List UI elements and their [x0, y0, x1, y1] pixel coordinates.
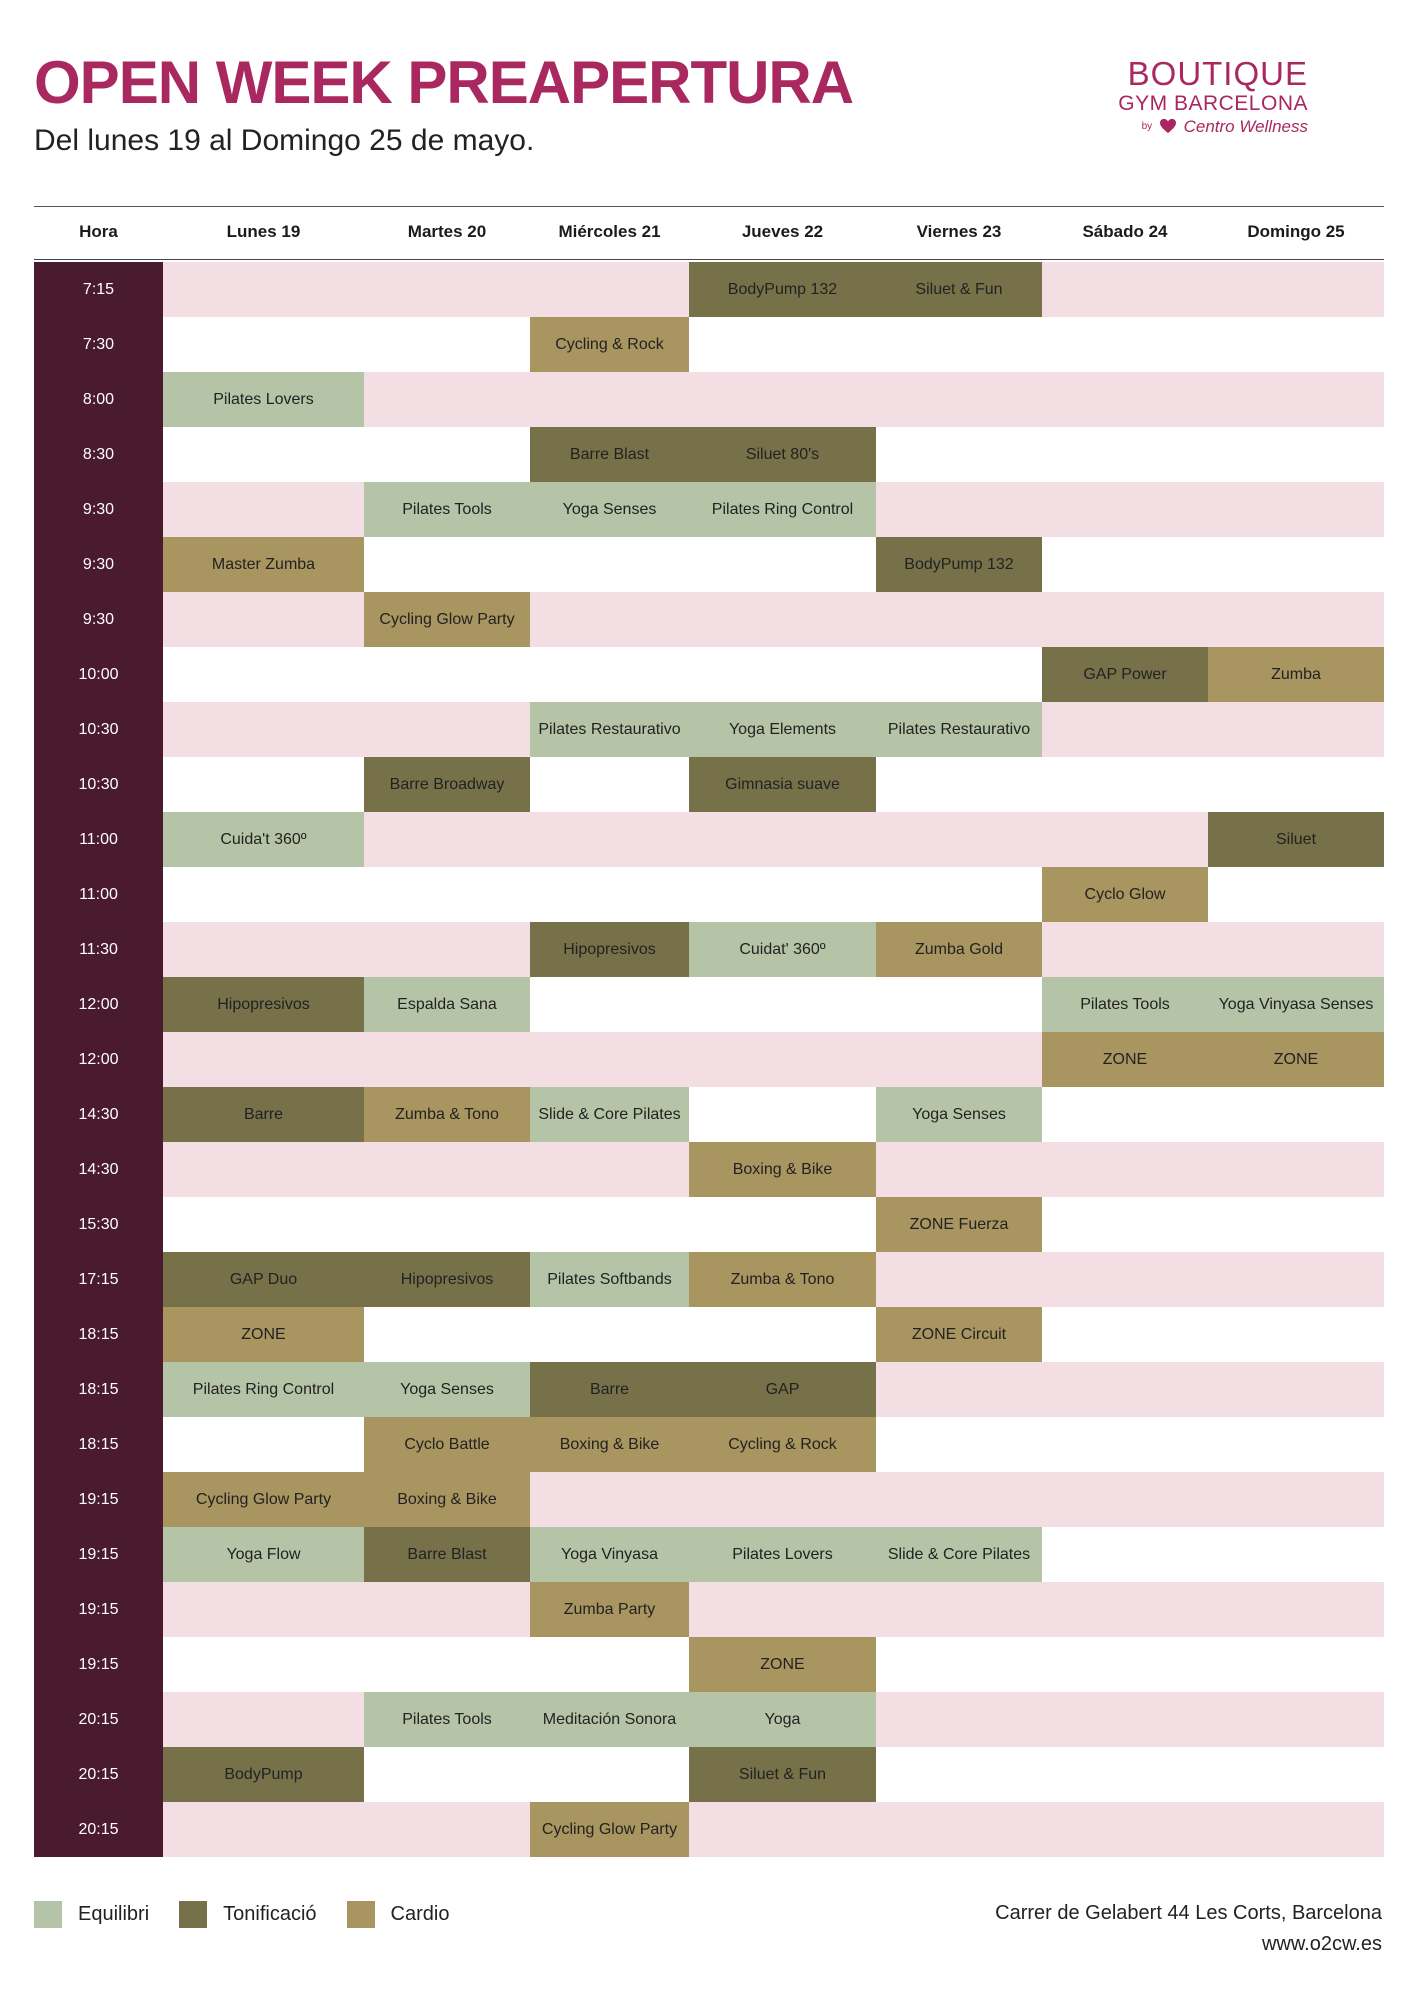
class-cell: Pilates Tools: [364, 482, 530, 537]
legend-label: Equilibri: [78, 1903, 150, 1925]
legend-label: Tonificació: [223, 1903, 317, 1925]
class-cell: Cyclo Glow: [1042, 867, 1208, 922]
schedule-row: [34, 1472, 1384, 1527]
class-cell: Hipopresivos: [163, 977, 364, 1032]
class-cell: Master Zumba: [163, 537, 364, 592]
class-cell: Hipopresivos: [530, 922, 689, 977]
time-cell: 8:00: [34, 372, 163, 427]
schedule-row: [34, 1197, 1384, 1252]
schedule-row: [34, 812, 1384, 867]
schedule-row: [34, 1417, 1384, 1472]
class-cell: Cycling Glow Party: [364, 592, 530, 647]
time-cell: 15:30: [34, 1197, 163, 1252]
time-cell: 18:15: [34, 1362, 163, 1417]
schedule-row: [34, 1692, 1384, 1747]
schedule-row: [34, 647, 1384, 702]
time-cell: 12:00: [34, 977, 163, 1032]
class-cell: Pilates Ring Control: [163, 1362, 364, 1417]
logo-line-1: BOUTIQUE: [1127, 55, 1308, 92]
class-cell: Yoga Senses: [876, 1087, 1042, 1142]
schedule-row: [34, 1582, 1384, 1637]
schedule-row: [34, 1747, 1384, 1802]
time-cell: 20:15: [34, 1692, 163, 1747]
schedule-row: [34, 1802, 1384, 1857]
schedule-row: [34, 1527, 1384, 1582]
class-cell: GAP Power: [1042, 647, 1208, 702]
class-cell: Boxing & Bike: [364, 1472, 530, 1527]
class-cell: BodyPump: [163, 1747, 364, 1802]
column-header: Viernes 23: [916, 222, 1002, 241]
logo-line-3: [1118, 116, 1308, 138]
legend-label: Cardio: [390, 1903, 450, 1925]
time-cell: 19:15: [34, 1637, 163, 1692]
schedule-header-row: [34, 207, 1384, 257]
class-cell: Yoga Vinyasa: [530, 1527, 689, 1582]
schedule-row: [34, 1307, 1384, 1362]
class-cell: Barre Blast: [364, 1527, 530, 1582]
class-cell: Cyclo Battle: [364, 1417, 530, 1472]
class-cell: ZONE Circuit: [876, 1307, 1042, 1362]
footer-address: Carrer de Gelabert 44 Les Corts, Barcelona: [995, 1902, 1382, 1924]
schedule-row: [34, 1362, 1384, 1417]
heart-icon: [1159, 118, 1177, 134]
schedule-row: [34, 867, 1384, 922]
schedule-row: [34, 537, 1384, 592]
schedule-row: [34, 592, 1384, 647]
page-title: OPEN WEEK PREAPERTURA: [34, 49, 854, 116]
schedule-row: [34, 482, 1384, 537]
column-header: Domingo 25: [1247, 222, 1345, 241]
time-cell: 10:00: [34, 647, 163, 702]
column-header: Miércoles 21: [558, 222, 661, 241]
class-cell: Siluet & Fun: [689, 1747, 876, 1802]
class-cell: ZONE: [689, 1637, 876, 1692]
class-cell: Zumba & Tono: [364, 1087, 530, 1142]
class-cell: Zumba Gold: [876, 922, 1042, 977]
class-cell: Yoga Flow: [163, 1527, 364, 1582]
class-cell: BodyPump 132: [876, 537, 1042, 592]
class-cell: ZONE: [1042, 1032, 1208, 1087]
class-cell: Pilates Restaurativo: [530, 702, 689, 757]
schedule-row: [34, 1637, 1384, 1692]
time-cell: 9:30: [34, 482, 163, 537]
time-cell: 18:15: [34, 1307, 163, 1362]
class-cell: Pilates Restaurativo: [876, 702, 1042, 757]
header-divider-bottom: [34, 259, 1384, 260]
schedule-row: [34, 317, 1384, 372]
schedule-row: [34, 1032, 1384, 1087]
class-cell: Cycling & Rock: [530, 317, 689, 372]
class-cell: Siluet & Fun: [876, 262, 1042, 317]
time-cell: 11:00: [34, 867, 163, 922]
logo-wellness: Centro Wellness: [1183, 117, 1308, 136]
class-cell: Siluet 80's: [689, 427, 876, 482]
time-cell: 8:30: [34, 427, 163, 482]
class-cell: Cuidat' 360º: [689, 922, 876, 977]
schedule-row: [34, 922, 1384, 977]
time-cell: 17:15: [34, 1252, 163, 1307]
class-cell: Espalda Sana: [364, 977, 530, 1032]
class-cell: GAP Duo: [163, 1252, 364, 1307]
legend-swatch: [179, 1901, 207, 1928]
time-cell: 19:15: [34, 1582, 163, 1637]
class-cell: BodyPump 132: [689, 262, 876, 317]
footer-contact: [995, 1898, 1382, 1960]
time-cell: 9:30: [34, 537, 163, 592]
class-cell: Pilates Softbands: [530, 1252, 689, 1307]
time-cell: 14:30: [34, 1142, 163, 1197]
class-cell: Barre: [163, 1087, 364, 1142]
class-cell: Cycling Glow Party: [530, 1802, 689, 1857]
time-cell: 19:15: [34, 1472, 163, 1527]
logo-by: by: [1141, 121, 1153, 132]
column-header: Sábado 24: [1082, 222, 1168, 241]
time-cell: 10:30: [34, 702, 163, 757]
class-cell: Cuida't 360º: [163, 812, 364, 867]
time-cell: 20:15: [34, 1802, 163, 1857]
class-cell: Barre Broadway: [364, 757, 530, 812]
time-cell: 7:15: [34, 262, 163, 317]
footer-website: www.o2cw.es: [1261, 1933, 1382, 1955]
column-header: Lunes 19: [226, 222, 301, 241]
column-header: Jueves 22: [741, 222, 824, 241]
category-legend: [34, 1901, 479, 1928]
time-cell: 20:15: [34, 1747, 163, 1802]
time-cell: 10:30: [34, 757, 163, 812]
time-cell: 12:00: [34, 1032, 163, 1087]
class-cell: Boxing & Bike: [530, 1417, 689, 1472]
class-cell: Yoga Elements: [689, 702, 876, 757]
time-cell: 18:15: [34, 1417, 163, 1472]
time-cell: 11:00: [34, 812, 163, 867]
class-cell: GAP: [689, 1362, 876, 1417]
schedule-row: [34, 262, 1384, 317]
logo-line-2: GYM BARCELONA: [1118, 92, 1308, 115]
class-cell: Hipopresivos: [364, 1252, 530, 1307]
class-cell: Pilates Tools: [1042, 977, 1208, 1032]
class-cell: Barre: [530, 1362, 689, 1417]
time-cell: 9:30: [34, 592, 163, 647]
class-cell: Boxing & Bike: [689, 1142, 876, 1197]
schedule-row: [34, 977, 1384, 1032]
class-cell: Meditación Sonora: [530, 1692, 689, 1747]
legend-swatch: [34, 1901, 62, 1928]
class-cell: Cycling & Rock: [689, 1417, 876, 1472]
time-cell: 14:30: [34, 1087, 163, 1142]
class-cell: Cycling Glow Party: [163, 1472, 364, 1527]
schedule-row: [34, 1252, 1384, 1307]
class-cell: Pilates Lovers: [689, 1527, 876, 1582]
class-cell: Slide & Core Pilates: [876, 1527, 1042, 1582]
class-cell: Pilates Lovers: [163, 372, 364, 427]
class-cell: ZONE: [163, 1307, 364, 1362]
schedule-row: [34, 372, 1384, 427]
schedule-row: [34, 1087, 1384, 1142]
column-header: Hora: [79, 222, 118, 241]
page-subtitle: Del lunes 19 al Domingo 25 de mayo.: [34, 124, 535, 157]
class-cell: Pilates Tools: [364, 1692, 530, 1747]
class-cell: Yoga: [689, 1692, 876, 1747]
time-cell: 19:15: [34, 1527, 163, 1582]
class-cell: ZONE Fuerza: [876, 1197, 1042, 1252]
legend-swatch: [347, 1901, 375, 1928]
class-cell: Yoga Senses: [364, 1362, 530, 1417]
class-cell: Siluet: [1208, 812, 1384, 867]
schedule-row: [34, 427, 1384, 482]
class-cell: Zumba & Tono: [689, 1252, 876, 1307]
class-cell: Pilates Ring Control: [689, 482, 876, 537]
class-cell: Gimnasia suave: [689, 757, 876, 812]
class-cell: Barre Blast: [530, 427, 689, 482]
class-cell: Zumba Party: [530, 1582, 689, 1637]
class-cell: Slide & Core Pilates: [530, 1087, 689, 1142]
schedule-row: [34, 1142, 1384, 1197]
time-cell: 11:30: [34, 922, 163, 977]
time-cell: 7:30: [34, 317, 163, 372]
class-cell: Zumba: [1208, 647, 1384, 702]
brand-logo: [1118, 56, 1308, 138]
column-header: Martes 20: [407, 222, 487, 241]
schedule-row: [34, 702, 1384, 757]
class-cell: ZONE: [1208, 1032, 1384, 1087]
class-cell: Yoga Senses: [530, 482, 689, 537]
class-cell: Yoga Vinyasa Senses: [1208, 977, 1384, 1032]
schedule-row: [34, 757, 1384, 812]
